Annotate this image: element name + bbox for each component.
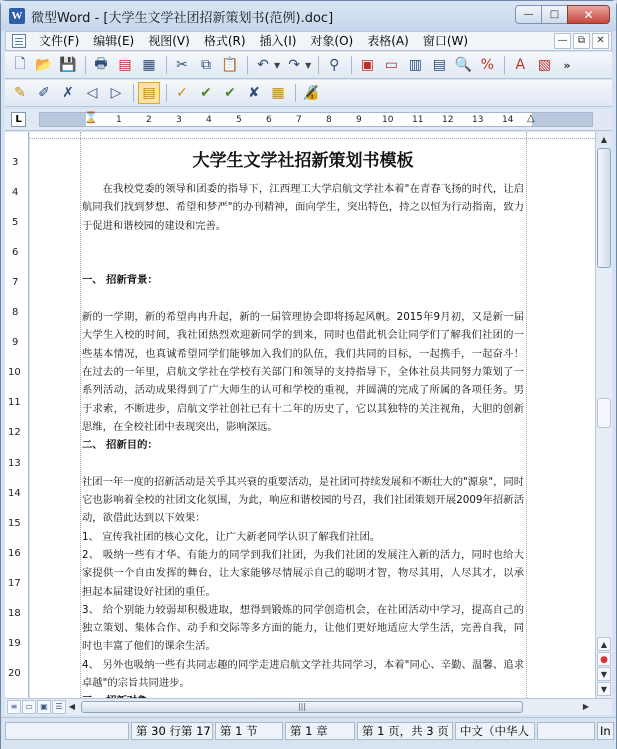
menu-format[interactable]: 格式(R) <box>203 34 246 48</box>
toolbar-more-icon[interactable]: » <box>563 58 571 72</box>
scroll-up-icon[interactable]: ▲ <box>596 132 612 148</box>
pdf-icon[interactable]: ▤ <box>118 57 132 73</box>
format-icon[interactable]: ▧ <box>537 57 551 73</box>
document-title: 大学生文学社招新策划书模板 <box>192 151 414 171</box>
copy-icon[interactable]: ⧉ <box>201 57 211 73</box>
vruler-mark: 4 <box>12 187 19 198</box>
vertical-scrollbar[interactable] <box>595 132 612 698</box>
horizontal-ruler[interactable] <box>39 112 593 127</box>
print-icon[interactable]: 🖶 <box>94 56 108 72</box>
status-mode: In <box>597 722 614 740</box>
maximize-button[interactable]: □ <box>541 5 568 24</box>
menu-bar <box>5 31 612 51</box>
undo-dropdown-icon[interactable]: ▼ <box>274 60 281 70</box>
ruler-mark: 1 <box>116 115 122 125</box>
ruler-mark: 9 <box>356 115 362 125</box>
right-indent-marker-icon[interactable]: △ <box>527 113 535 124</box>
outline-view-icon[interactable]: ▤ <box>432 57 446 73</box>
toolbar-separator <box>133 84 134 102</box>
vruler-mark: 6 <box>12 247 19 258</box>
scroll-down-icon[interactable]: ▼ <box>597 682 611 696</box>
intro-paragraph: 在我校党委的领导和团委的指导下，江西理工大学启航文学社本着"在青春飞扬的时代，让启航同我们找到梦想、希望和梦严"的办刊精神，面向学生，突出特色，持之以恒为行动指南，致力于促进和谐校园的建设和完善。 <box>82 183 524 232</box>
vruler-mark: 20 <box>8 668 21 679</box>
ruler-mark: 10 <box>382 115 394 125</box>
menu-file[interactable]: 文件(F) <box>39 34 80 48</box>
status-language[interactable]: 中文（中华人 <box>455 722 535 740</box>
section-paragraph: 新的一学期，新的希望冉冉升起，新的一届管理协会即将扬起风帆。2015年9月初，又是新一届大学生入校的时间，我社团热烈欢迎新同学的到来，同时也借此机会让同学们了解我们社团的一些基本情况，也真诚希望同学们能够加入我们的队伍，我们共同的目标，一起携手，一起奋斗！在过去的一年里，启航文学社在学校有关部门和领导的支持指导下，全体社员共同努力策划了一系列活动，活动成果得到了广大师生的认可和学校的重视，并圆满的完成了所属的各项任务。男于求索，不断进步，启航文学社创社已有十二年的历史了，它以其独特的关注视角，大胆的创新思维，在全校社团中表现突出，影响深远。 <box>82 311 524 433</box>
list-item: 4、 另外也吸纳一些有共同志趣的同学走进启航文学社共同学习，本着"同心、辛勤、温馨、追求卓越"的宗旨共同进步。 <box>82 658 524 690</box>
ruler-mark: 13 <box>472 115 484 125</box>
status-page: 第 1 页，共 3 页 <box>357 722 453 740</box>
document-icon[interactable] <box>12 34 26 48</box>
vruler-mark: 3 <box>12 157 19 168</box>
toolbar-separator <box>247 56 248 74</box>
page-view-icon[interactable]: ▥ <box>408 57 422 73</box>
scroll-left-icon[interactable]: ◀ <box>68 702 76 711</box>
menu-insert[interactable]: 插入(I) <box>259 34 297 48</box>
close-button[interactable]: ✕ <box>567 5 610 24</box>
window-title: 微型Word - [大学生文学社团招新策划书(范例).doc] <box>31 10 334 26</box>
vruler-mark: 9 <box>12 337 19 348</box>
tab-selector[interactable]: L <box>11 112 26 127</box>
list-item: 3、 给个别能力较弱却积极进取，想得到锻炼的同学创造机会，在社团活动中学习，提高自己的独立策划、集体合作、动手和交际等多方面的能力，让他们更好地适应大学生活，完善自我，同时也丰富了他们的课余生活。 <box>82 603 524 653</box>
protect-icon[interactable]: 🔏 <box>302 85 320 101</box>
margin-guide <box>80 132 81 698</box>
vertical-ruler[interactable] <box>5 132 29 698</box>
doc-restore-button[interactable]: ⧉ <box>573 33 590 49</box>
ruler-mark: 14 <box>502 115 514 125</box>
outline-view-icon[interactable]: ☰ <box>52 700 66 714</box>
doc-minimize-button[interactable]: — <box>554 33 571 49</box>
document-content[interactable] <box>82 146 524 711</box>
normal-view-icon[interactable]: ≡ <box>7 700 21 714</box>
vertical-scroll-thumb[interactable] <box>597 148 611 268</box>
status-section: 第 1 节 <box>215 722 283 740</box>
section-heading: 二、 招新目的： <box>82 439 158 452</box>
review-pane-icon[interactable]: ▦ <box>271 85 285 101</box>
margin-guide <box>526 132 527 698</box>
horizontal-scrollbar[interactable] <box>5 698 612 715</box>
vruler-mark: 14 <box>8 488 21 499</box>
ruler-row <box>5 109 612 131</box>
left-indent-marker-icon[interactable]: ⌛ <box>84 111 98 124</box>
special-icon[interactable]: % <box>480 57 494 73</box>
delete-comment-icon[interactable]: ✗ <box>62 85 74 101</box>
new-comment-icon[interactable]: ✎ <box>14 85 26 101</box>
toolbar-separator <box>166 84 167 102</box>
reject-icon[interactable]: ✔ <box>200 85 212 101</box>
toolbar-separator <box>351 56 352 74</box>
undo-icon[interactable]: ↶ <box>257 57 269 73</box>
status-chapter: 第 1 章 <box>285 722 355 740</box>
list-item: 2、 吸纳一些有才华、有能力的同学到我们社团，为我们社团的发展注入新的活力，同时也给大家提供一个自由发挥的舞台，让大家能够尽情展示自己的聪明才智，物尽其用，人尽其才，以承担起本届建设好社团的重任。 <box>82 548 524 598</box>
web-view-icon[interactable]: ▭ <box>22 700 36 714</box>
vruler-mark: 18 <box>8 608 21 619</box>
word-app-icon: W <box>9 8 25 24</box>
vruler-mark: 16 <box>8 548 21 559</box>
vruler-mark: 13 <box>8 458 21 469</box>
minimize-button[interactable]: — <box>515 5 542 24</box>
scroll-right-icon[interactable]: ▶ <box>582 702 590 711</box>
save-icon[interactable]: 💾 <box>59 57 77 73</box>
ruler-mark: 5 <box>236 115 242 125</box>
document-area[interactable] <box>30 132 595 698</box>
menu-view[interactable]: 视图(V) <box>148 34 190 48</box>
browse-object-icon[interactable]: ● <box>597 652 611 666</box>
font-color-icon[interactable]: A <box>515 57 526 73</box>
next-page-icon[interactable]: ▼ <box>597 667 611 681</box>
previous-page-icon[interactable]: ▲ <box>597 637 611 651</box>
ruler-mark: 2 <box>146 115 152 125</box>
page-number-icon[interactable]: ▣ <box>360 57 374 73</box>
menu-edit[interactable]: 编辑(E) <box>93 34 135 48</box>
section-paragraph: 社团一年一度的招新活动是关乎其兴衰的重要活动，是社团可持续发展和不断壮大的"源泉"，同时它也影响着全校的社团文化氛围，为此，响应和谐校园的号召，我们社团策划开展2009年招新活动，欲借此达到以下效果： <box>82 475 524 525</box>
review-toolbar <box>5 80 612 107</box>
cut-icon[interactable]: ✂ <box>176 57 188 73</box>
field-icon[interactable]: ▭ <box>384 57 398 73</box>
accept-all-icon[interactable]: ✔ <box>224 85 236 101</box>
paste-icon[interactable]: 📋 <box>221 57 239 73</box>
ruler-mark: 12 <box>442 115 454 125</box>
print-view-icon[interactable]: ▣ <box>37 700 51 714</box>
vruler-mark: 15 <box>8 518 21 529</box>
next-comment-icon[interactable]: ▷ <box>110 85 122 101</box>
horizontal-scroll-thumb[interactable]: ||| <box>81 701 523 713</box>
toolbar-separator <box>295 84 296 102</box>
ruler-mark: 11 <box>412 115 424 125</box>
track-changes-icon[interactable]: ▤ <box>138 82 160 104</box>
standard-toolbar <box>5 52 612 79</box>
toolbar-separator <box>318 56 319 74</box>
redo-icon[interactable]: ↷ <box>288 57 301 73</box>
vruler-mark: 5 <box>12 217 19 228</box>
vruler-mark: 17 <box>8 578 21 589</box>
reject-all-icon[interactable]: ✘ <box>248 85 260 101</box>
menu-object[interactable]: 对象(O) <box>310 34 354 48</box>
menu-table[interactable]: 表格(A) <box>367 34 409 48</box>
print-preview-icon[interactable]: ▦ <box>142 57 156 73</box>
section-heading: 一、 招新背景： <box>82 274 158 287</box>
ruler-mark: 7 <box>296 115 302 125</box>
scroll-grip-icon[interactable] <box>597 398 611 428</box>
vruler-mark: 7 <box>12 277 19 288</box>
accept-icon[interactable]: ✓ <box>176 85 188 101</box>
redo-dropdown-icon[interactable]: ▼ <box>305 60 312 70</box>
list-item: 1、 宣传我社团的核心文化，让广大新老同学认识了解我们社团。 <box>82 530 381 543</box>
toolbar-separator <box>85 56 86 74</box>
toolbar-separator <box>166 56 167 74</box>
new-icon[interactable]: 🗋 <box>14 56 26 72</box>
status-blank <box>537 722 595 740</box>
toolbar-separator <box>504 56 505 74</box>
open-icon[interactable]: 📂 <box>35 57 53 73</box>
vruler-mark: 8 <box>12 307 19 318</box>
title-bar <box>1 1 616 31</box>
menu-window[interactable]: 窗口(W) <box>422 34 469 48</box>
ruler-mark: 4 <box>206 115 212 125</box>
status-position: 第 30 行第 17 <box>131 722 213 740</box>
status-blank <box>5 722 129 740</box>
zoom-icon[interactable]: 🔍 <box>454 57 473 73</box>
ruler-mark: 3 <box>176 115 182 125</box>
vruler-mark: 11 <box>8 397 21 408</box>
doc-close-button[interactable]: ✕ <box>592 33 609 49</box>
find-icon[interactable]: ⚲ <box>329 57 340 73</box>
vruler-mark: 19 <box>8 638 21 649</box>
status-bar <box>1 717 616 749</box>
vruler-mark: 12 <box>8 427 21 438</box>
vruler-mark: 10 <box>8 367 21 378</box>
margin-guide <box>30 138 595 139</box>
edit-comment-icon[interactable]: ✐ <box>38 85 50 101</box>
ruler-mark: 8 <box>326 115 332 125</box>
prev-comment-icon[interactable]: ◁ <box>86 85 98 101</box>
ruler-mark: 6 <box>266 115 272 125</box>
document-page[interactable] <box>30 132 595 698</box>
